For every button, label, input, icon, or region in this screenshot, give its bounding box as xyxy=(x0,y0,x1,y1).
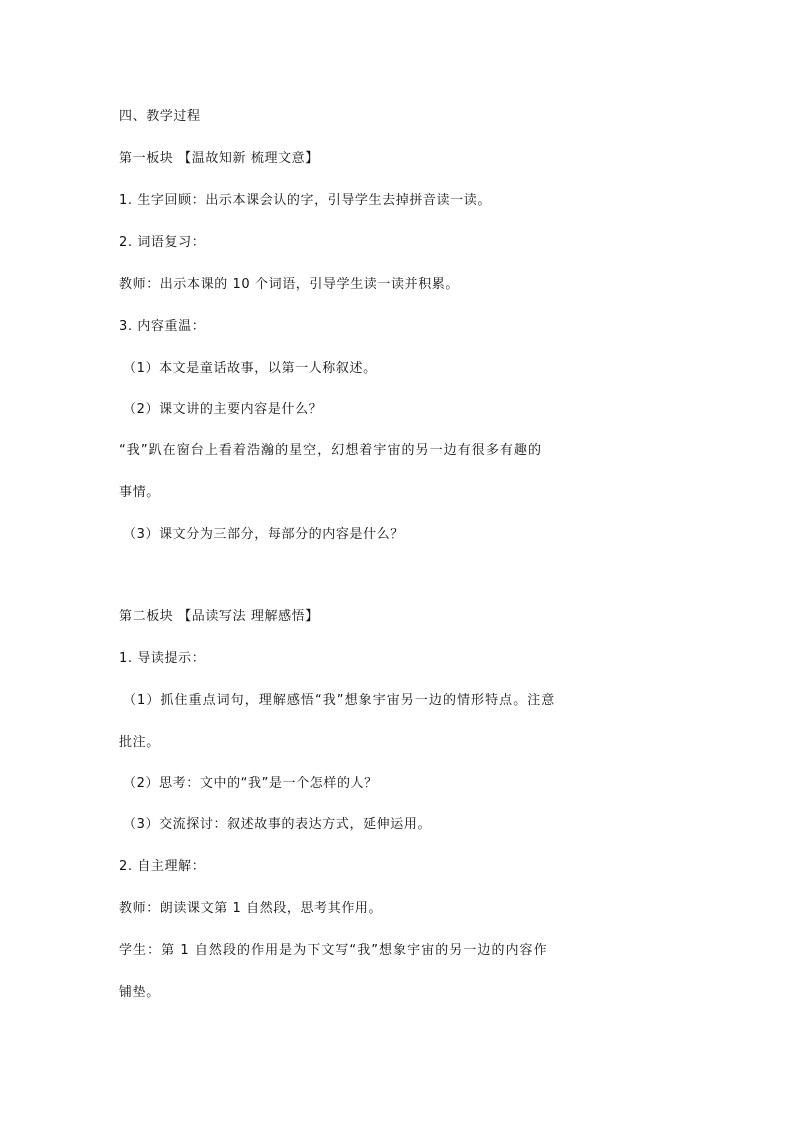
block2-teacher-line: 教师：朗读课文第 1 自然段，思考其作用。 xyxy=(119,901,383,916)
block1-item2-heading: 2. 词语复习： xyxy=(119,235,206,250)
block2-item2-heading: 2. 自主理解： xyxy=(119,859,206,874)
block2-title: 第二板块 【品读写法 理解感悟】 xyxy=(119,609,319,624)
block1-item3-heading: 3. 内容重温： xyxy=(119,319,206,334)
block1-question2: （2）课文讲的主要内容是什么？ xyxy=(123,402,323,417)
block2-student-line1: 学生：第 1 自然段的作用是为下文写“我”想象宇宙的另一边的内容作 xyxy=(119,943,548,958)
block2-point1-line1: （1）抓住重点词句，理解感悟“我”想象宇宙另一边的情形特点。注意 xyxy=(123,693,556,708)
section-heading: 四、教学过程 xyxy=(119,109,201,124)
block1-question3: （3）课文分为三部分，每部分的内容是什么？ xyxy=(123,527,404,542)
block2-point1-line2: 批注。 xyxy=(119,735,160,750)
block2-point2: （2）思考：文中的“我”是一个怎样的人？ xyxy=(123,776,378,791)
block1-item2-body: 教师：出示本课的 10 个词语，引导学生读一读并积累。 xyxy=(119,277,460,292)
block2-student-line2: 铺垫。 xyxy=(119,985,160,1000)
block2-point3: （3）交流探讨：叙述故事的表达方式，延伸运用。 xyxy=(123,817,432,832)
block2-item1-heading: 1. 导读提示： xyxy=(119,651,206,666)
block1-question2-answer-line1: “我”趴在窗台上看着浩瀚的星空，幻想着宇宙的另一边有很多有趣的 xyxy=(119,443,543,458)
block1-title: 第一板块 【温故知新 梳理文意】 xyxy=(119,151,319,166)
block1-question1: （1）本文是童话故事，以第一人称叙述。 xyxy=(123,361,377,376)
block1-item1: 1. 生字回顾：出示本课会认的字，引导学生去掉拼音读一读。 xyxy=(119,193,491,208)
block1-question2-answer-line2: 事情。 xyxy=(119,485,160,500)
